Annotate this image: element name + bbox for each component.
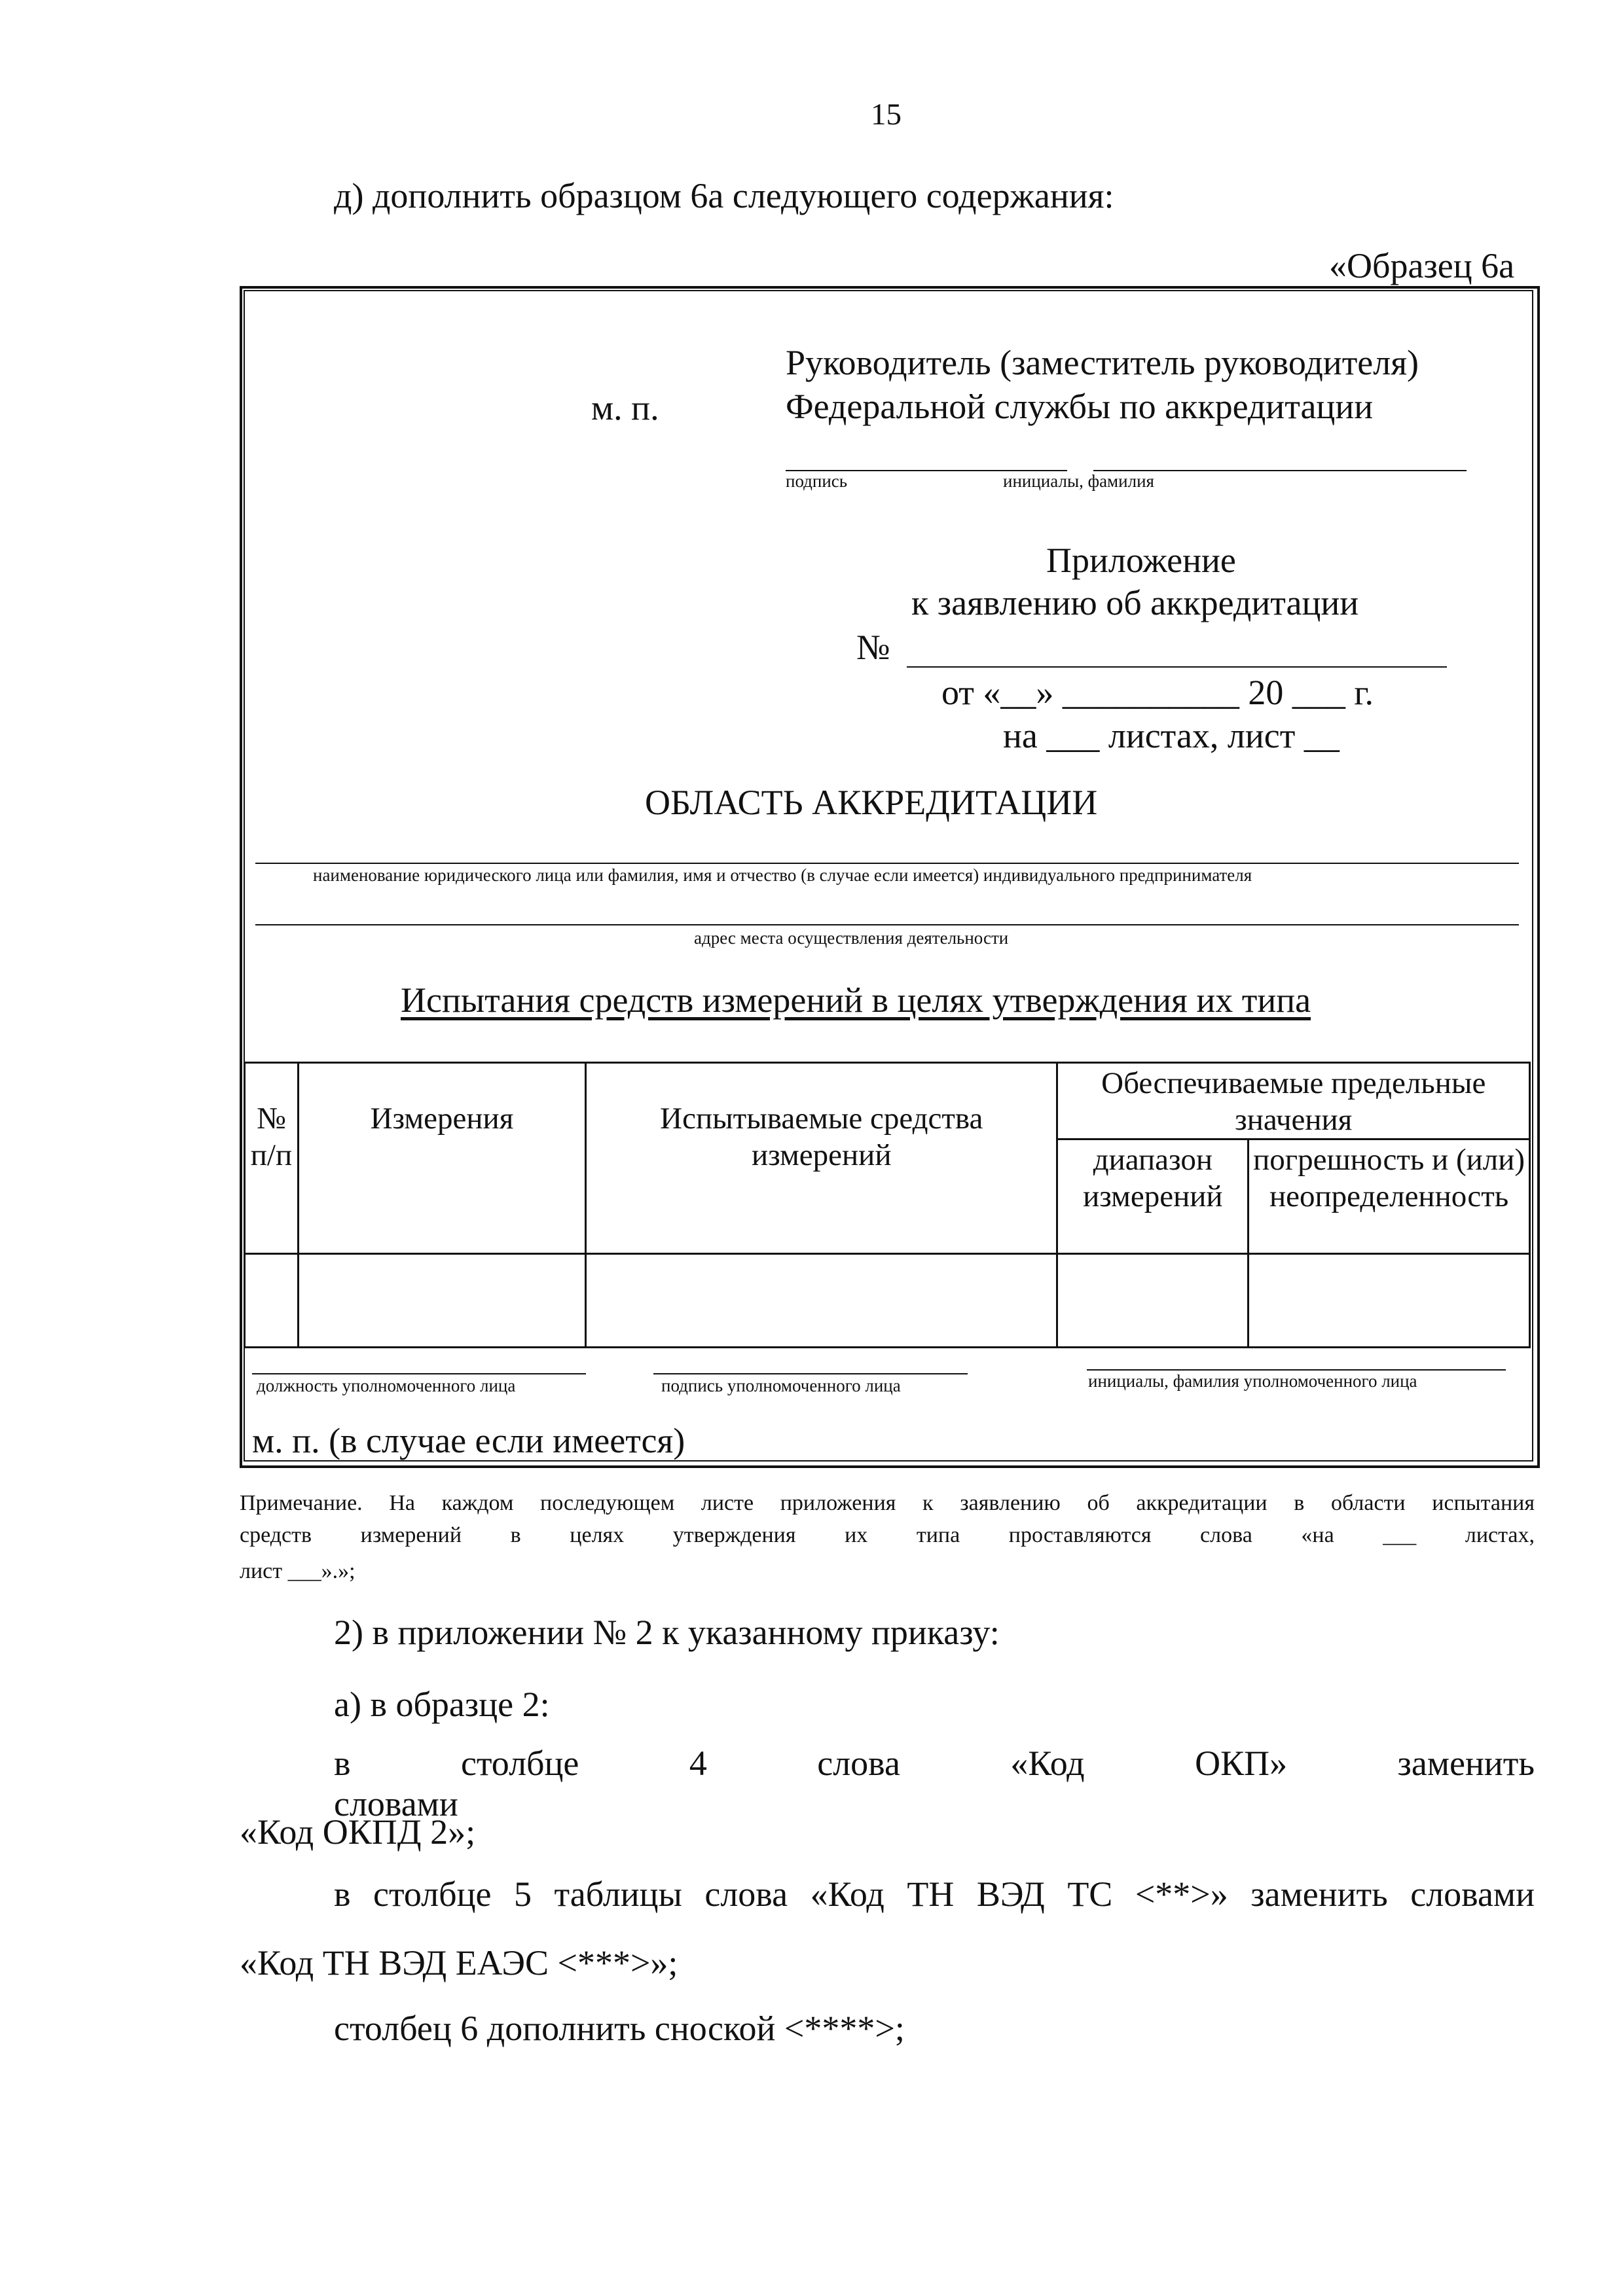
header-measurements: Измерения [298, 1063, 585, 1254]
authorized-initials-caption: инициалы, фамилия уполномоченного лица [1088, 1371, 1417, 1391]
appendix-subtitle: к заявлению об аккредитации [911, 583, 1359, 622]
number-sign: № [856, 628, 890, 667]
head-title-line2: Федеральной службы по аккредитации [786, 387, 1374, 426]
sheets-line: на ___ листах, лист __ [1003, 716, 1340, 755]
test-title: Испытания средств измерений в целях утверждения их типа [401, 980, 1311, 1020]
note-line-3: лист ___».»; [240, 1559, 356, 1583]
table-row [245, 1254, 1530, 1348]
address-caption: адрес места осуществления деятельности [694, 928, 1009, 948]
signature-caption: подпись [786, 471, 848, 491]
sample-label: «Образец 6а [1329, 246, 1515, 285]
position-line [252, 1373, 586, 1374]
initials-caption: инициалы, фамилия [1003, 471, 1154, 491]
address-line [255, 924, 1519, 925]
date-line: от «__» __________ 20 ___ г. [941, 673, 1374, 712]
para-col4-line1: в столбце 4 слова «Код ОКП» заменить словами [334, 1744, 1535, 1823]
header-error: погрешность и (или) неопределенность [1249, 1139, 1530, 1254]
header-range: диапазон измерений [1057, 1139, 1249, 1254]
table-cell [1057, 1254, 1249, 1348]
footer-stamp-label: м. п. (в случае если имеется) [252, 1421, 685, 1460]
table-cell [245, 1254, 299, 1348]
scope-title: ОБЛАСТЬ АККРЕДИТАЦИИ [645, 783, 1098, 822]
para-appendix-2: 2) в приложении № 2 к указанному приказу: [334, 1613, 1000, 1652]
header-no: № п/п [245, 1063, 299, 1254]
table-cell [1249, 1254, 1530, 1348]
appendix-title: Приложение [1046, 541, 1236, 580]
number-line [907, 666, 1447, 668]
note-line-1: Примечание. На каждом последующем листе приложения к заявлению об аккредитации в области испытания [240, 1491, 1535, 1515]
para-col5-line1: в столбце 5 таблицы слова «Код ТН ВЭД ТС <**>» заменить словами [334, 1874, 1535, 1914]
position-caption: должность уполномоченного лица [257, 1376, 516, 1395]
table-cell [298, 1254, 585, 1348]
para-col5-line2: «Код ТН ВЭД ЕАЭС <***>»; [240, 1943, 678, 1982]
intro-text: д) дополнить образцом 6а следующего содержания: [334, 176, 1114, 215]
authorized-signature-caption: подпись уполномоченного лица [661, 1376, 901, 1395]
authorized-signature-line [653, 1373, 968, 1374]
header-instruments: Испытываемые средства измерений [586, 1063, 1057, 1254]
entity-caption: наименование юридического лица или фамилия, имя и отчество (в случае если имеется) индивидуального предпринимателя [313, 865, 1252, 885]
table-cell [586, 1254, 1057, 1348]
page-number: 15 [871, 98, 902, 132]
para-sample-2: а) в образце 2: [334, 1685, 550, 1724]
para-col4-line2: «Код ОКПД 2»; [240, 1812, 476, 1852]
para-col6: столбец 6 дополнить сноской <****>; [334, 2009, 905, 2048]
stamp-place-label: м. п. [591, 388, 659, 427]
note-line-2: средств измерений в целях утверждения их типа проставляются слова «на ___ листах, [240, 1523, 1535, 1547]
entity-line [255, 863, 1519, 864]
authorized-initials-line [1087, 1369, 1506, 1371]
scope-table [244, 1062, 1531, 1348]
head-title-line1: Руководитель (заместитель руководителя) [786, 343, 1419, 382]
header-limits: Обеспечиваемые предельные значения [1057, 1063, 1530, 1139]
